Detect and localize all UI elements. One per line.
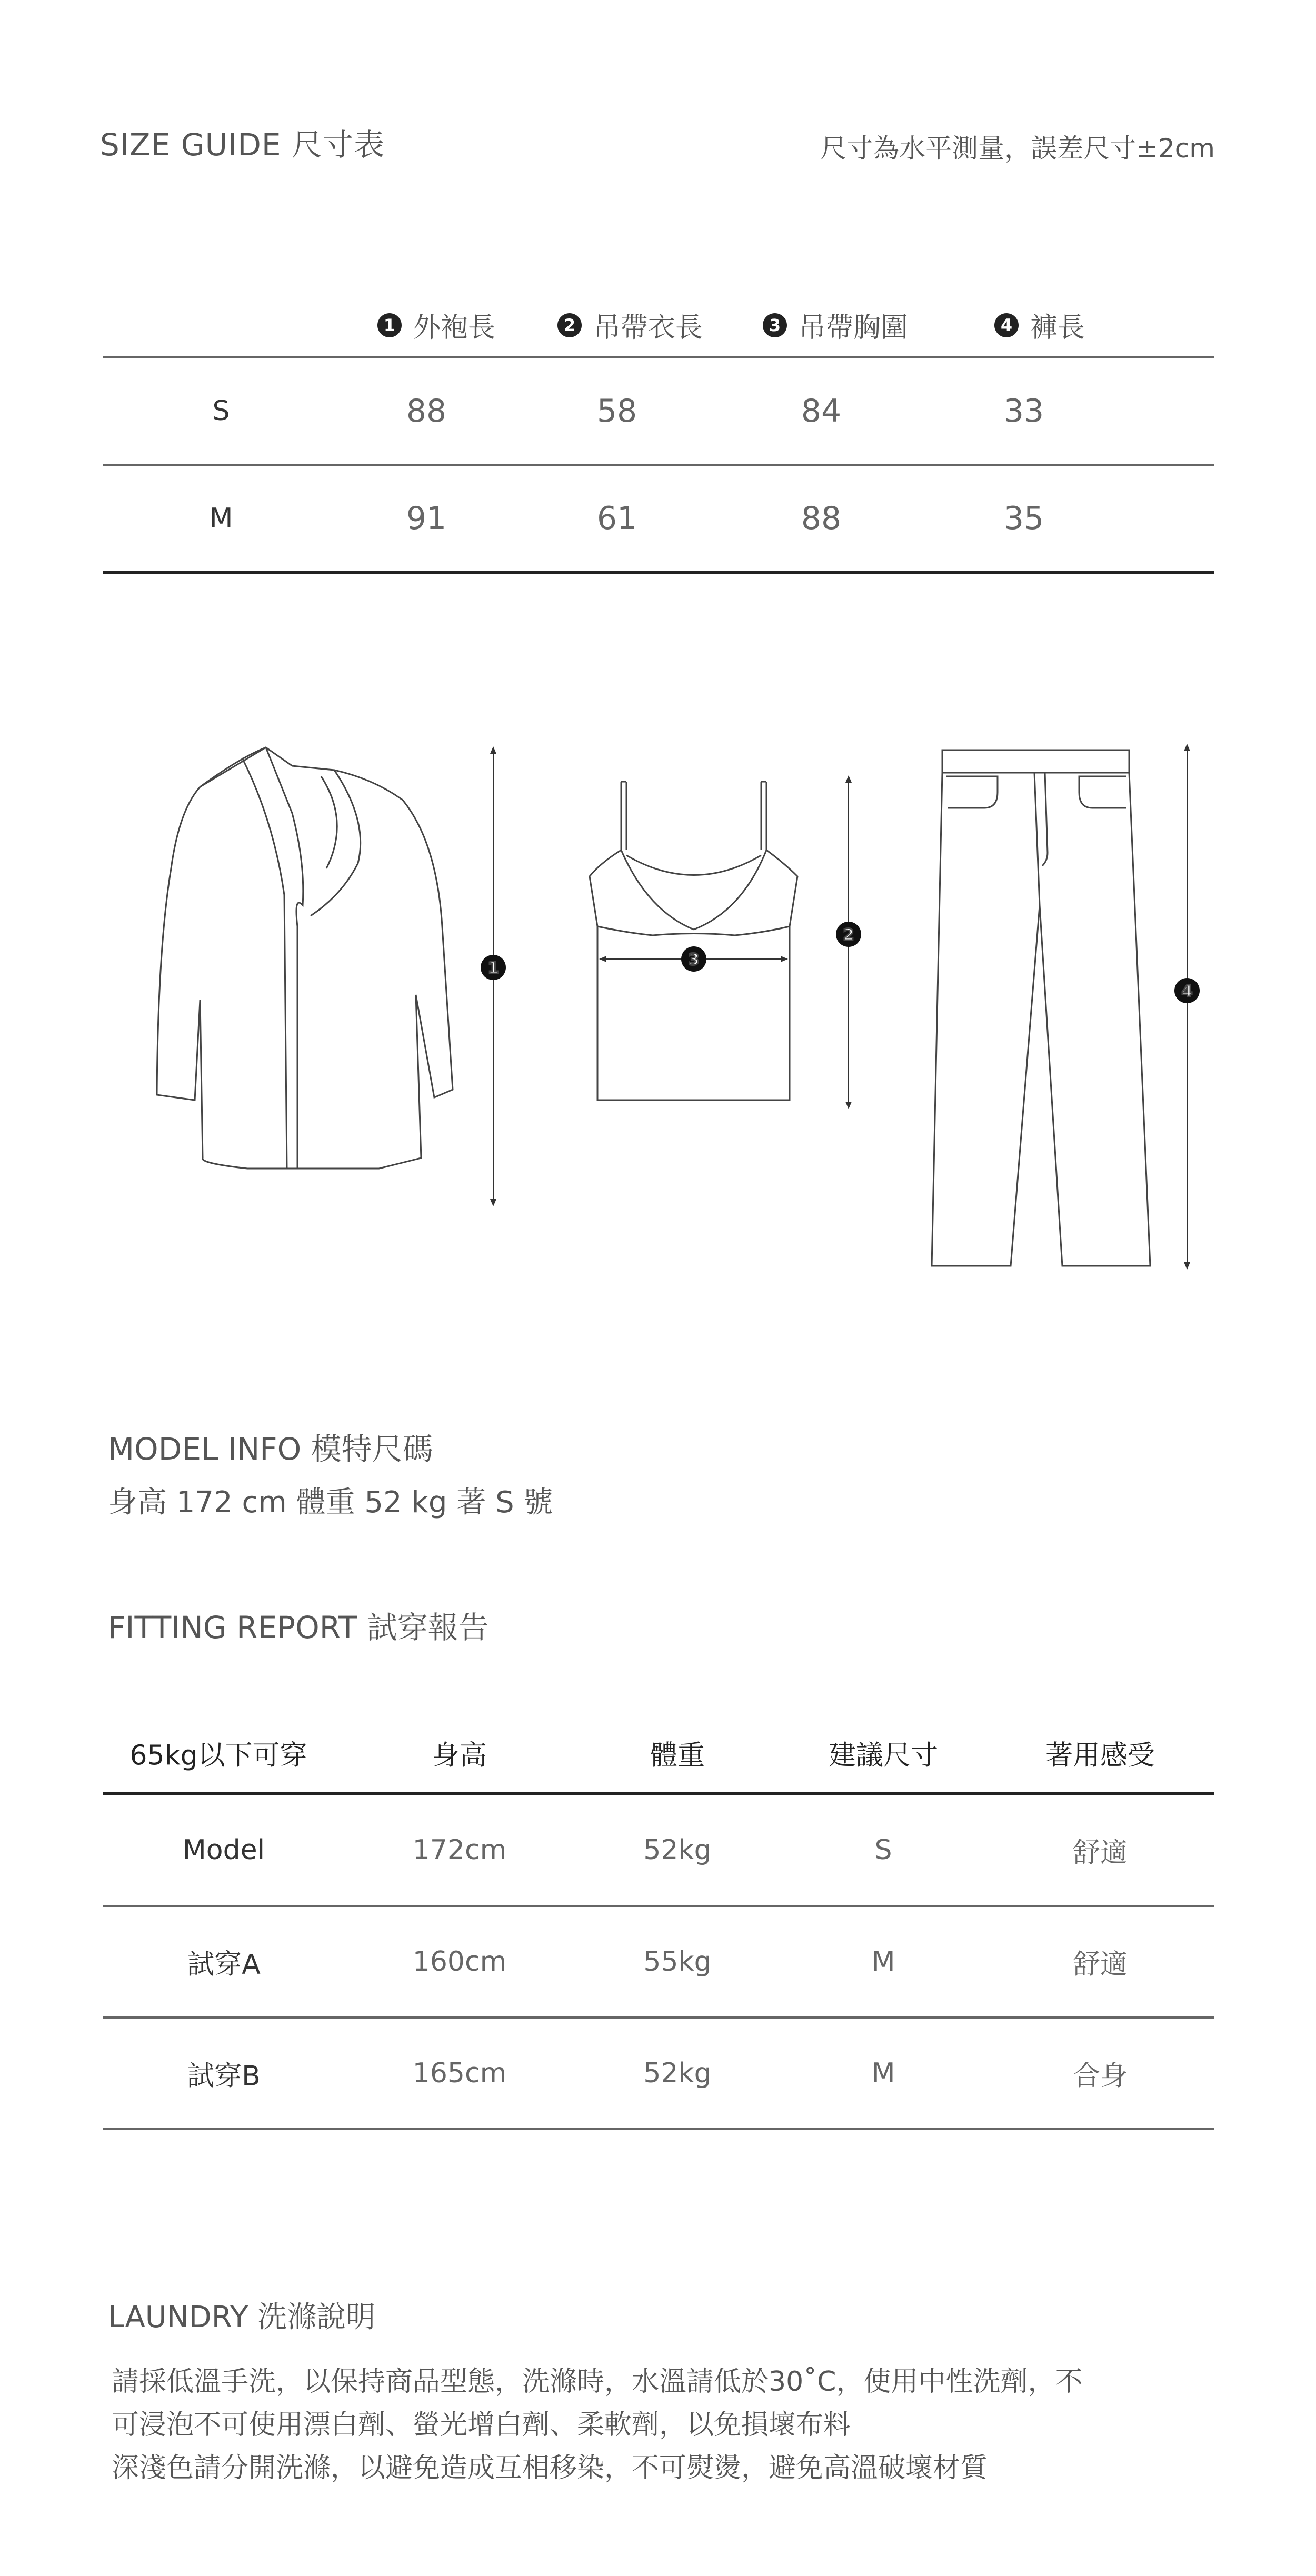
column-label: 外袍長 xyxy=(413,312,496,344)
laundry-title: LAUNDRY 洗滌說明 xyxy=(108,2300,376,2334)
size-value: 84 xyxy=(801,393,842,430)
pants-drawing-icon xyxy=(932,750,1150,1266)
column-camisole-length xyxy=(557,305,703,345)
mark-2-label: 2 xyxy=(843,926,854,944)
fitting-row-a xyxy=(103,1907,1214,2019)
mark-3-label: 3 xyxy=(688,951,700,969)
number-badge-3-icon: 3 xyxy=(763,313,787,337)
column-label: 褲長 xyxy=(1030,312,1085,344)
robe-drawing-icon xyxy=(157,747,453,1169)
size-value: 61 xyxy=(596,500,637,537)
size-guide-title: SIZE GUIDE 尺寸表 xyxy=(100,127,385,163)
fitting-weight: 52kg xyxy=(643,2058,712,2089)
size-value: 58 xyxy=(596,393,637,430)
laundry-line: 可浸泡不可使用漂白劑、螢光增白劑、柔軟劑，以免損壞布料 xyxy=(112,2409,851,2441)
size-row-s xyxy=(103,356,1214,464)
model-info-title: MODEL INFO 模特尺碼 xyxy=(108,1431,433,1467)
column-outer-robe-length xyxy=(377,305,495,345)
column-label: 吊帶胸圍 xyxy=(798,312,909,344)
number-badge-1-icon: 1 xyxy=(377,313,402,337)
model-info-text: 身高 172 cm 體重 52 kg 著 S 號 xyxy=(108,1485,553,1520)
fitting-size: M xyxy=(871,2058,895,2089)
fitting-row-model xyxy=(103,1795,1214,1907)
fitting-height: 165cm xyxy=(412,2058,507,2089)
laundry-line: 請採低溫手洗，以保持商品型態，洗滌時，水溫請低於30˚C，使用中性洗劑，不 xyxy=(112,2366,1083,2398)
header-height: 身高 xyxy=(432,1740,487,1772)
header-weight-limit: 65kg以下可穿 xyxy=(129,1740,307,1772)
size-value: 88 xyxy=(406,393,447,430)
fitting-label: 試穿B xyxy=(187,2060,261,2092)
fitting-table-header xyxy=(103,1713,1214,1795)
fitting-height: 172cm xyxy=(412,1834,507,1866)
fitting-height: 160cm xyxy=(412,1946,507,1978)
fitting-size: S xyxy=(874,1834,892,1866)
fitting-row-b xyxy=(103,2019,1214,2130)
fitting-weight: 55kg xyxy=(643,1946,712,1978)
size-table-header xyxy=(103,274,1214,344)
garment-diagram xyxy=(0,711,1316,1290)
number-badge-2-icon: 2 xyxy=(557,313,582,337)
size-value: 88 xyxy=(801,500,842,537)
fitting-label: Model xyxy=(182,1834,265,1866)
size-label: M xyxy=(209,503,233,534)
header-suggested-size: 建議尺寸 xyxy=(828,1740,939,1772)
column-label: 吊帶衣長 xyxy=(593,312,703,344)
header-weight: 體重 xyxy=(650,1740,705,1772)
size-row-m xyxy=(103,464,1214,574)
fitting-label: 試穿A xyxy=(187,1949,261,1981)
header-fit-feeling: 著用感受 xyxy=(1045,1740,1155,1772)
fitting-feeling: 舒適 xyxy=(1072,1837,1128,1869)
laundry-line: 深淺色請分開洗滌，以避免造成互相移染，不可熨燙，避免高溫破壞材質 xyxy=(112,2452,988,2484)
size-label: S xyxy=(212,395,230,427)
fitting-feeling: 舒適 xyxy=(1072,1949,1128,1981)
measurement-note: 尺寸為水平測量，誤差尺寸±2cm xyxy=(820,133,1215,164)
column-pants-length xyxy=(994,305,1085,345)
column-camisole-bust xyxy=(763,305,908,345)
size-value: 35 xyxy=(1003,500,1044,537)
mark-4-label: 4 xyxy=(1181,982,1193,1001)
fitting-feeling: 合身 xyxy=(1072,2060,1128,2092)
fitting-report-title: FITTING REPORT 試穿報告 xyxy=(108,1610,489,1645)
fitting-size: M xyxy=(871,1946,895,1978)
size-value: 33 xyxy=(1003,393,1044,430)
fitting-weight: 52kg xyxy=(643,1834,712,1866)
camisole-drawing-icon xyxy=(590,782,797,1100)
mark-1-label: 1 xyxy=(487,959,499,977)
fitting-table xyxy=(103,1713,1214,2130)
size-table xyxy=(103,274,1214,537)
size-value: 91 xyxy=(406,500,447,537)
number-badge-4-icon: 4 xyxy=(994,313,1019,337)
